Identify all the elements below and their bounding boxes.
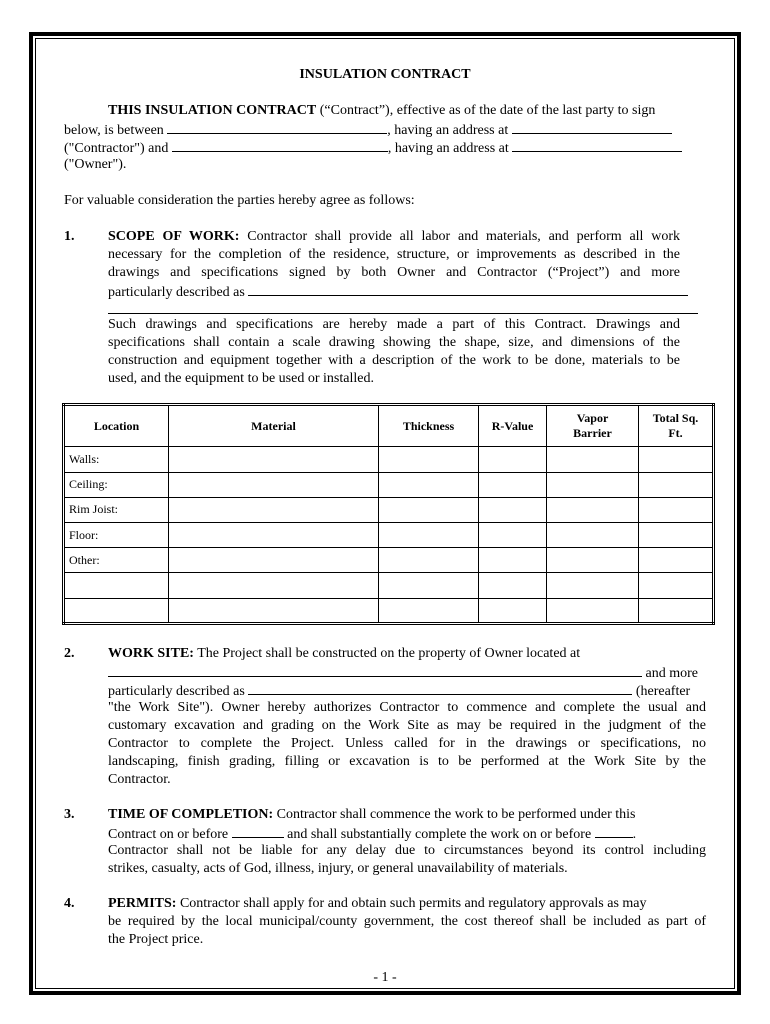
- owner-name-blank[interactable]: [172, 138, 388, 152]
- thickness-cell[interactable]: [379, 472, 479, 497]
- material-cell[interactable]: [169, 497, 379, 522]
- material-cell[interactable]: [169, 548, 379, 573]
- work-site-description-blank[interactable]: [248, 681, 632, 695]
- table-row: [64, 497, 714, 522]
- table-row: [64, 447, 714, 472]
- completion-date-blank[interactable]: [595, 824, 633, 838]
- section-2-line-2: and more: [108, 663, 698, 683]
- section-1-line-3: drawings and specifications signed by both Owner and Contractor (“Project”) and more: [108, 265, 680, 280]
- row-label: Ceiling:: [64, 472, 169, 497]
- document-title: INSULATION CONTRACT: [299, 67, 471, 82]
- section-1-para2-line-2: specifications shall contain a scale drawing showing the shape, size, and dimensions of the: [108, 335, 680, 350]
- vapor-cell[interactable]: [547, 497, 639, 522]
- section-2-number: 2.: [64, 646, 75, 661]
- vapor-cell[interactable]: [547, 447, 639, 472]
- section-3-line-1: TIME OF COMPLETION: Contractor shall commence the work to be performed under this: [108, 807, 636, 822]
- intro-line-2: below, is between , having an address at: [64, 120, 672, 140]
- page-number: - 1 -: [373, 970, 397, 985]
- rvalue-cell[interactable]: [479, 472, 547, 497]
- rvalue-cell[interactable]: [479, 523, 547, 548]
- section-4-line-2: be required by the local municipal/county government, the cost thereof shall be included as part of: [108, 914, 706, 929]
- rvalue-cell[interactable]: [479, 447, 547, 472]
- header-location: Location: [64, 405, 169, 447]
- thickness-cell[interactable]: [379, 548, 479, 573]
- section-1-para2-line-3: construction and equipment together with a description of the work to be done, materials to be: [108, 353, 680, 368]
- row-label: Rim Joist:: [64, 497, 169, 522]
- project-description-blank[interactable]: [248, 282, 688, 296]
- section-3-line-3: Contractor shall not be liable for any delay due to circumstances beyond its control including: [108, 843, 706, 858]
- contractor-address-blank[interactable]: [512, 120, 672, 134]
- consideration-text: For valuable consideration the parties hereby agree as follows:: [64, 193, 415, 208]
- section-2-line-6: Contractor to complete the Project. Unless called for in the drawings or specifications, no: [108, 736, 706, 751]
- owner-property-location-blank[interactable]: [108, 663, 642, 677]
- section-1-number: 1.: [64, 229, 75, 244]
- header-vapor-barrier: Vapor Barrier: [547, 405, 639, 447]
- table-row: [64, 523, 714, 548]
- total-cell[interactable]: [639, 598, 714, 623]
- material-cell[interactable]: [169, 598, 379, 623]
- section-1-line-1: SCOPE OF WORK: Contractor shall provide all labor and materials, and perform all work: [108, 229, 680, 244]
- material-cell[interactable]: [169, 573, 379, 598]
- thickness-cell[interactable]: [379, 497, 479, 522]
- row-label[interactable]: [64, 598, 169, 623]
- section-1-line-2: necessary for the completion of the residence, structure, or improvements as described in the: [108, 247, 680, 262]
- section-2-line-1: WORK SITE: The Project shall be constructed on the property of Owner located at: [108, 646, 581, 661]
- section-2-line-4: "the Work Site"). Owner hereby authorizes Contractor to commence and complete the usual and: [108, 700, 706, 715]
- header-total-sqft: Total Sq. Ft.: [639, 405, 714, 447]
- section-3-line-4: strikes, casualty, acts of God, illness, injury, or general unavailability of materials.: [108, 861, 568, 876]
- owner-address-blank[interactable]: [512, 138, 682, 152]
- row-label: Walls:: [64, 447, 169, 472]
- table-row: [64, 598, 714, 623]
- row-label: Other:: [64, 548, 169, 573]
- rvalue-cell[interactable]: [479, 598, 547, 623]
- thickness-cell[interactable]: [379, 523, 479, 548]
- section-4-line-3: the Project price.: [108, 932, 204, 947]
- section-1-line-4: particularly described as: [108, 282, 688, 302]
- row-label: Floor:: [64, 523, 169, 548]
- total-cell[interactable]: [639, 548, 714, 573]
- table-row: [64, 548, 714, 573]
- total-cell[interactable]: [639, 447, 714, 472]
- total-cell[interactable]: [639, 497, 714, 522]
- thickness-cell[interactable]: [379, 573, 479, 598]
- section-2-line-7: landscaping, finish grading, filling or excavation is to be performed at the Work Site by the: [108, 754, 706, 769]
- insulation-spec-table: [62, 403, 715, 625]
- vapor-cell[interactable]: [547, 523, 639, 548]
- table-row: [64, 472, 714, 497]
- vapor-cell[interactable]: [547, 598, 639, 623]
- total-cell[interactable]: [639, 472, 714, 497]
- section-3-number: 3.: [64, 807, 75, 822]
- row-label[interactable]: [64, 573, 169, 598]
- section-4-line-1: PERMITS: Contractor shall apply for and obtain such permits and regulatory approvals as may: [108, 896, 647, 911]
- section-1-para2-line-4: used, and the equipment to be used or installed.: [108, 371, 374, 386]
- intro-line-4: ("Owner").: [64, 157, 127, 172]
- section-1-para2-line-1: Such drawings and specifications are hereby made a part of this Contract. Drawings and: [108, 317, 680, 332]
- material-cell[interactable]: [169, 472, 379, 497]
- section-4-number: 4.: [64, 896, 75, 911]
- intro-line-3: ("Contractor") and , having an address at: [64, 138, 682, 158]
- rvalue-cell[interactable]: [479, 573, 547, 598]
- material-cell[interactable]: [169, 447, 379, 472]
- header-rvalue: R-Value: [479, 405, 547, 447]
- vapor-cell[interactable]: [547, 573, 639, 598]
- vapor-cell[interactable]: [547, 472, 639, 497]
- intro-line-1: THIS INSULATION CONTRACT (“Contract”), effective as of the date of the last party to sign: [108, 103, 656, 118]
- header-thickness: Thickness: [379, 405, 479, 447]
- thickness-cell[interactable]: [379, 447, 479, 472]
- thickness-cell[interactable]: [379, 598, 479, 623]
- contractor-name-blank[interactable]: [167, 120, 387, 134]
- rvalue-cell[interactable]: [479, 497, 547, 522]
- header-material: Material: [169, 405, 379, 447]
- section-2-line-3: particularly described as (hereafter: [108, 681, 690, 701]
- rvalue-cell[interactable]: [479, 548, 547, 573]
- section-2-line-5: customary excavation and grading on the Work Site as may be required in the judgment of the: [108, 718, 706, 733]
- section-3-line-2: Contract on or before and shall substantially complete the work on or before .: [108, 824, 636, 844]
- material-cell[interactable]: [169, 523, 379, 548]
- total-cell[interactable]: [639, 523, 714, 548]
- start-date-blank[interactable]: [232, 824, 284, 838]
- section-2-line-8: Contractor.: [108, 772, 171, 787]
- project-description-blank-2[interactable]: [108, 300, 698, 314]
- table-row: [64, 573, 714, 598]
- total-cell[interactable]: [639, 573, 714, 598]
- vapor-cell[interactable]: [547, 548, 639, 573]
